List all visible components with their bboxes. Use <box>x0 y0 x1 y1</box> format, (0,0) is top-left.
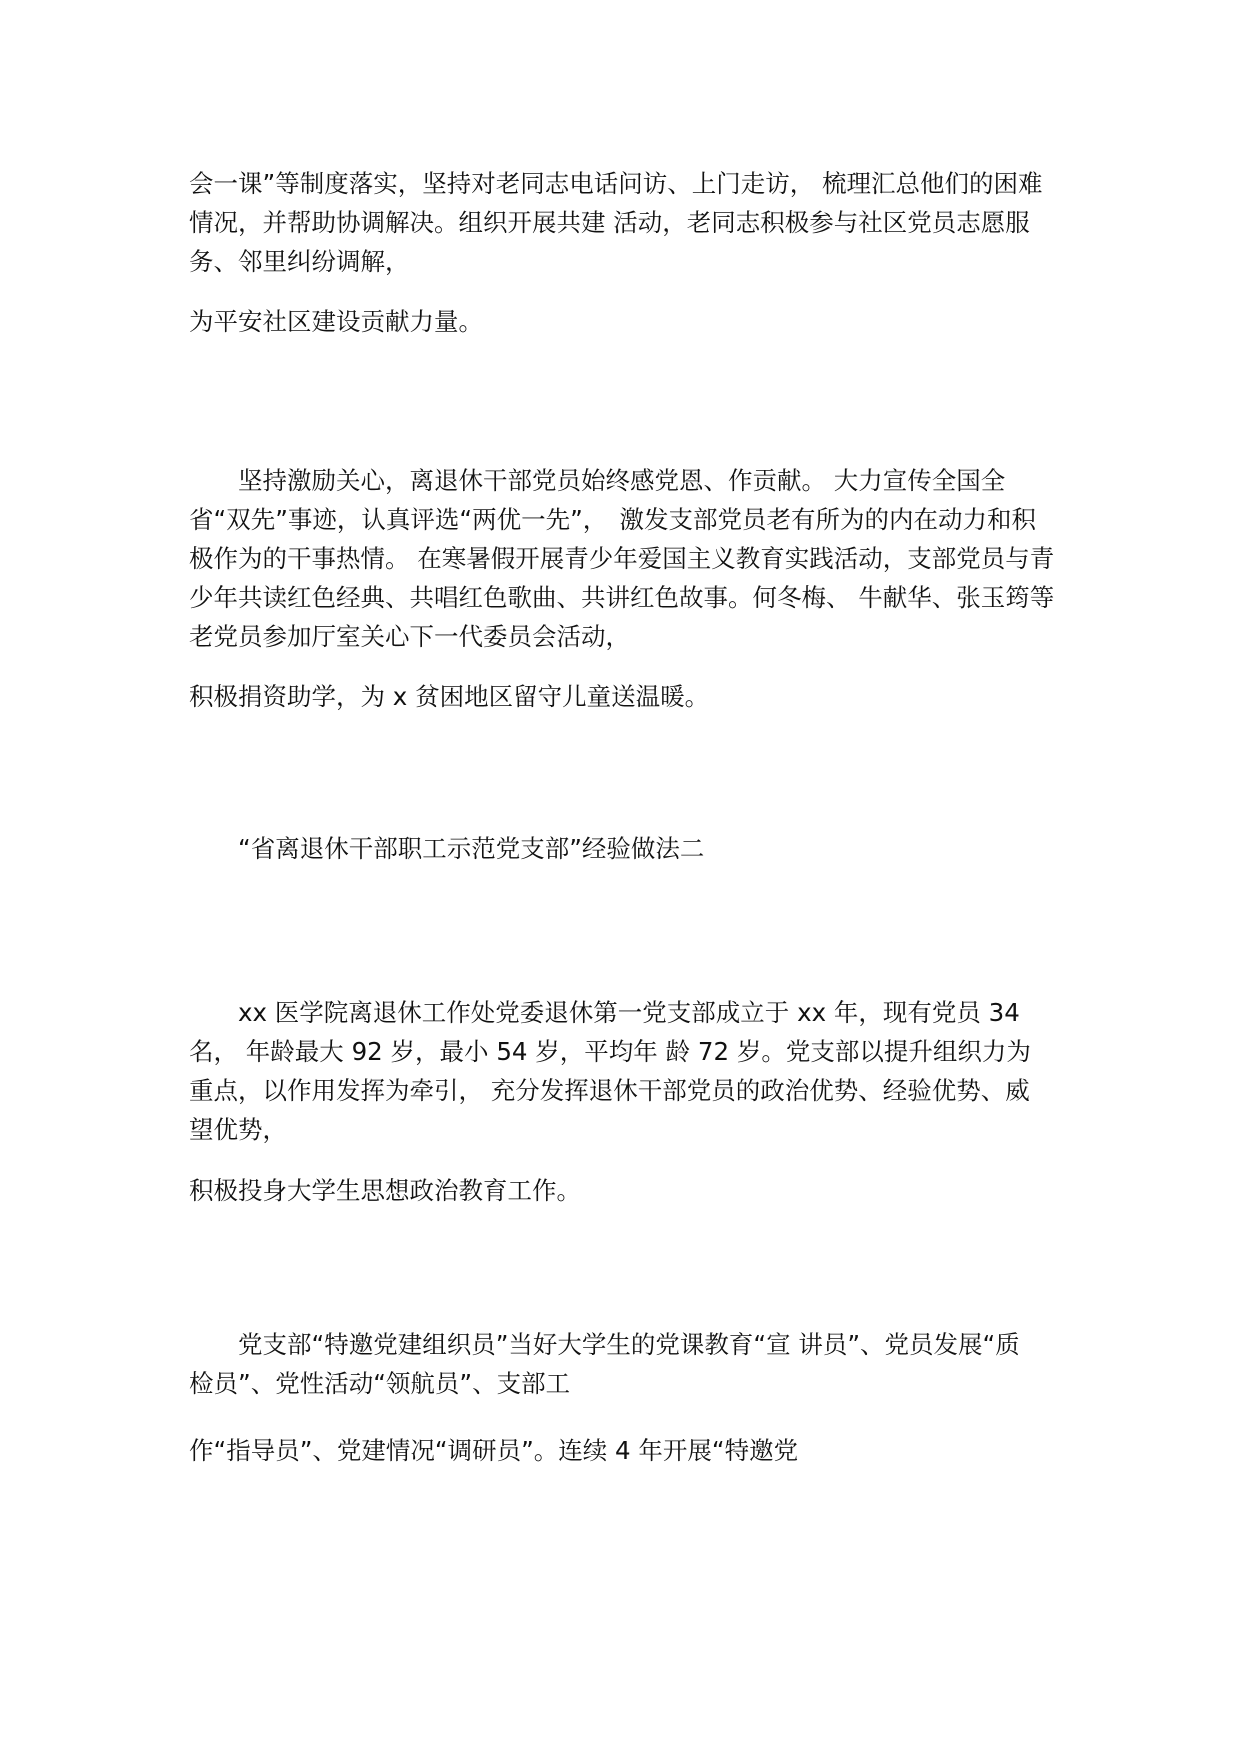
text-line: 积极捐资助学，为 x 贫困地区留守儿童送温暖。 <box>189 682 710 711</box>
paragraph-incentive-care <box>189 461 1069 656</box>
text-line: 坚持激励关心，离退休干部党员始终感党恩、作贡献。 大力宣传全国全 <box>189 466 1006 495</box>
text-line: 会一课”等制度落实，坚持对老同志电话问访、上门走访， 梳理汇总他们的困难 <box>189 169 1043 198</box>
text-line: 重点，以作用发挥为牵引， 充分发挥退休干部党员的政治优势、经验优势、威 <box>189 1076 1030 1105</box>
text-line: “省离退休干部职工示范党支部”经验做法二 <box>189 834 705 863</box>
text-line: 情况，并帮助协调解决。组织开展共建 活动，老同志积极参与社区党员志愿服 <box>189 208 1030 237</box>
text-line: 检员”、党性活动“领航员”、支部工 <box>189 1369 571 1398</box>
paragraph-community-safety <box>189 302 1069 341</box>
paragraph-activities <box>189 164 1069 281</box>
paragraph-student-education <box>189 1171 1069 1210</box>
paragraph-donation <box>189 677 1069 716</box>
text-line: 望优势， <box>189 1115 287 1144</box>
text-line: 务、邻里纠纷调解， <box>189 247 410 276</box>
text-line: 老党员参加厅室关心下一代委员会活动， <box>189 622 630 651</box>
text-line: 作“指导员”、党建情况“调研员”。连续 4 年开展“特邀党 <box>189 1436 799 1465</box>
paragraph-branch-intro <box>189 993 1069 1149</box>
text-line: 省“双先”事迹，认真评选“两优一先”， 激发支部党员老有所为的内在动力和积 <box>189 505 1037 534</box>
text-line: 少年共读红色经典、共唱红色歌曲、共讲红色故事。何冬梅、 牛献华、张玉筠等 <box>189 583 1055 612</box>
text-line: 极作为的干事热情。 在寒暑假开展青少年爱国主义教育实践活动，支部党员与青 <box>189 544 1055 573</box>
text-line: 积极投身大学生思想政治教育工作。 <box>189 1176 581 1205</box>
text-line: 为平安社区建设贡献力量。 <box>189 307 483 336</box>
text-line: 名， 年龄最大 92 岁，最小 54 岁，平均年 龄 72 岁。党支部以提升组织力为 <box>189 1037 1031 1066</box>
text-line: xx 医学院离退休工作处党委退休第一党支部成立于 xx 年，现有党员 34 <box>189 998 1020 1027</box>
paragraph-special-organizer <box>189 1325 1069 1403</box>
text-line: 党支部“特邀党建组织员”当好大学生的党课教育“宣 讲员”、党员发展“质 <box>189 1330 1020 1359</box>
section-heading <box>189 829 1069 868</box>
paragraph-continuation <box>189 1431 1069 1470</box>
